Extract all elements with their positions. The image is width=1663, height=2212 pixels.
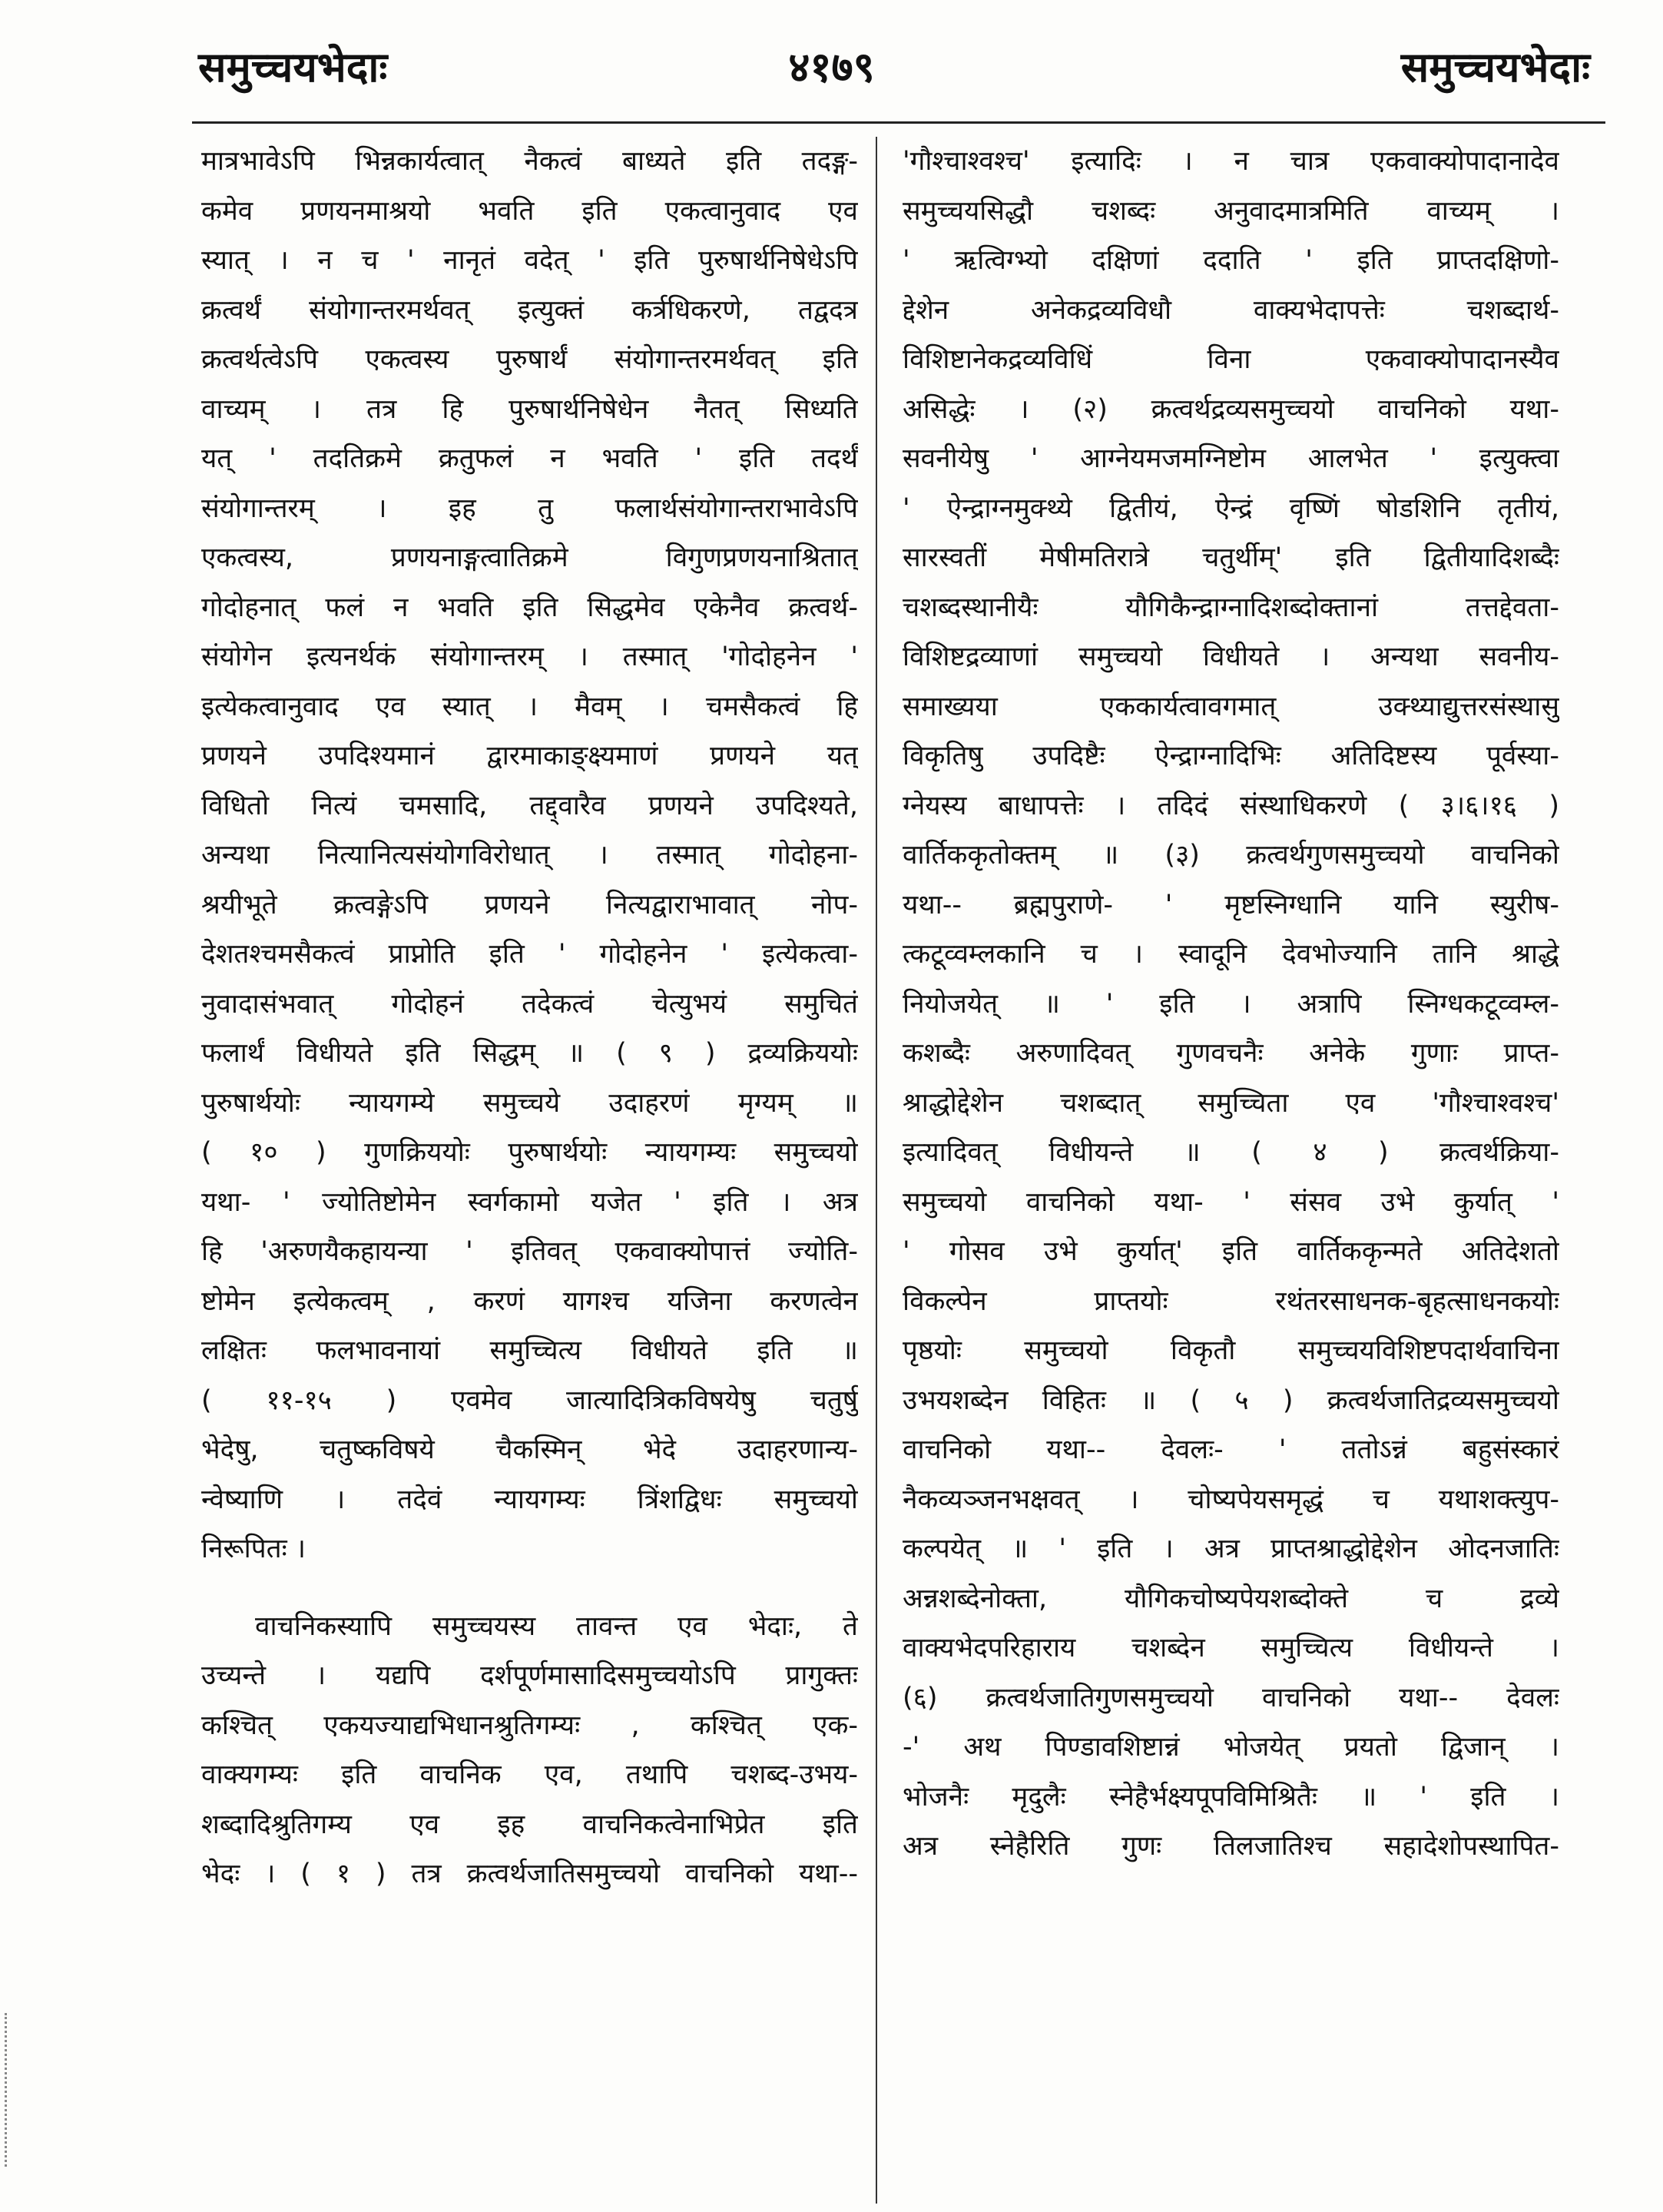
page-number: ४१७९ bbox=[788, 43, 875, 91]
text-line: देशतश्चमसैकत्वं प्राप्नोति इति ' गोदोहनेन ' इत्येकत्वा- bbox=[201, 939, 858, 970]
text-line: विकल्पेन प्राप्तयोः रथंतरसाधनक-बृहत्साधनकयोः bbox=[903, 1285, 1559, 1317]
text-line: अन्नशब्देनोक्ता, यौगिकचोष्यपेयशब्दोक्ते च द्रव्ये bbox=[903, 1583, 1559, 1614]
text-line: संयोगान्तरम् । इह तु फलार्थसंयोगान्तराभावेऽपि bbox=[201, 492, 858, 524]
text-line: कश्चित् एकयज्याद्यभिधानश्रुतिगम्यः , कश्चित् एक- bbox=[201, 1710, 858, 1741]
text-line: स्यात् । न च ' नानृतं वदेत् ' इति पुरुषार्थनिषेधेऽपि bbox=[201, 245, 858, 276]
text-line: द्देशेन अनेकद्रव्यविधौ वाक्यभेदापत्तेः चशब्दार्थ- bbox=[903, 294, 1559, 326]
text-line: वाचनिकस्यापि समुच्चयस्य तावन्त एव भेदाः, ते bbox=[255, 1610, 858, 1642]
text-line: वार्तिककृतोक्तम् ॥ (३) क्रत्वर्थगुणसमुच्चयो वाचनिको bbox=[903, 840, 1559, 871]
text-line: ग्नेयस्य बाधापत्तेः । तदिदं संस्थाधिकरणे ( ३।६।१६ ) bbox=[903, 790, 1559, 821]
text-line: ' ऐन्द्राग्नमुक्थ्ये द्वितीयं, ऐन्द्रं वृष्णिं षोडशिनि तृतीयं, bbox=[903, 492, 1559, 524]
text-line: ( १० ) गुणक्रिययोः पुरुषार्थयोः न्यायगम्यः समुच्चयो bbox=[201, 1137, 858, 1168]
text-line: अत्र स्नेहैरिति गुणः तिलजातिश्च सहादेशोपस्थापित- bbox=[903, 1831, 1559, 1862]
text-line: कमेव प्रणयनमाश्रयो भवति इति एकत्वानुवाद एव bbox=[201, 195, 858, 227]
text-line: लक्षितः फलभावनायां समुच्चित्य विधीयते इति ॥ bbox=[201, 1335, 858, 1366]
right-column bbox=[903, 137, 1559, 2204]
text-line: ष्टोमेन इत्येकत्वम् , करणं यागश्च यजिना करणत्वेन bbox=[201, 1285, 858, 1317]
text-line: ' ऋत्विग्भ्यो दक्षिणां ददाति ' इति प्राप्तदक्षिणो- bbox=[903, 245, 1559, 276]
text-line: श्राद्धोद्देशेन चशब्दात् समुच्चिता एव 'गौश्चाश्वश्च' bbox=[903, 1087, 1559, 1119]
text-line: -' अथ पिण्डावशिष्टान्नं भोजयेत् प्रयतो द्विजान् । bbox=[903, 1732, 1559, 1763]
text-line: विशिष्टद्रव्याणां समुच्चयो विधीयते । अन्यथा सवनीय- bbox=[903, 642, 1559, 672]
text-line: यत् ' तदतिक्रमे क्रतुफलं न भवति ' इति तदर्थं bbox=[201, 443, 858, 474]
text-line: (६) क्रत्वर्थजातिगुणसमुच्चयो वाचनिको यथा-- देवलः bbox=[903, 1682, 1559, 1713]
text-line: पृष्ठयोः समुच्चयो विकृतौ समुच्चयविशिष्टपदार्थवाचिना bbox=[903, 1335, 1559, 1366]
text-line: नुवादासंभवात् गोदोहनं तदेकत्वं चेत्युभयं समुचितं bbox=[201, 988, 858, 1020]
text-line: त्कटूव्वम्लकानि च । स्वादूनि देवभोज्यानि तानि श्राद्धे bbox=[903, 939, 1559, 970]
header-rule bbox=[192, 121, 1605, 124]
text-line: क्रत्वर्थं संयोगान्तरमर्थवत् इत्युक्तं कर्त्रधिकरणे, तद्वदत्र bbox=[201, 294, 858, 326]
text-line: मात्रभावेऽपि भिन्नकार्यत्वात् नैकत्वं बाध्यते इति तदङ्ग- bbox=[201, 146, 858, 177]
text-line: समुच्चयसिद्धौ चशब्दः अनुवादमात्रमिति वाच्यम् । bbox=[903, 195, 1559, 227]
text-line: विकृतिषु उपदिष्टैः ऐन्द्राग्नादिभिः अतिदिष्टस्य पूर्वस्या- bbox=[903, 741, 1559, 771]
text-line: सवनीयेषु ' आग्नेयमजमग्निष्टोम आलभेत ' इत्युक्त्वा bbox=[903, 443, 1559, 474]
text-line: ' गोसव उभे कुर्यात्' इति वार्तिककृन्मते अतिदेशतो bbox=[903, 1236, 1559, 1267]
text-line: क्रत्वर्थत्वेऽपि एकत्वस्य पुरुषार्थं संयोगान्तरमर्थवत् इति bbox=[201, 344, 858, 375]
text-line: उभयशब्देन विहितः ॥ ( ५ ) क्रत्वर्थजातिद्रव्यसमुच्चयो bbox=[903, 1385, 1559, 1416]
running-head-right: समुच्चयभेदाः bbox=[1400, 43, 1590, 91]
text-line: कल्पयेत् ॥ ' इति । अत्र प्राप्तश्राद्धोद्देशेन ओदनजातिः bbox=[903, 1534, 1559, 1564]
text-line: वाक्यगम्यः इति वाचनिक एव, तथापि चशब्द-उभय- bbox=[201, 1759, 858, 1790]
text-line: सारस्वतीं मेषीमतिरात्रे चतुर्थीम्' इति द्वितीयादिशब्दैः bbox=[903, 542, 1559, 573]
text-line: गोदोहनात् फलं न भवति इति सिद्धमेव एकेनैव क्रत्वर्थ- bbox=[201, 592, 858, 623]
text-line: नियोजयेत् ॥ ' इति । अत्रापि स्निग्धकटूव्वम्ल- bbox=[903, 988, 1559, 1020]
text-line: निरूपितः । bbox=[201, 1534, 306, 1564]
text-line: संयोगेन इत्यनर्थकं संयोगान्तरम् । तस्मात् 'गोदोहनेन ' bbox=[201, 642, 858, 672]
text-line: यथा-- ब्रह्मपुराणे- ' मृष्टस्निग्धानि यानि स्युरीष- bbox=[903, 889, 1559, 920]
text-line: नैकव्यञ्जनभक्षवत् । चोष्यपेयसमृद्धं च यथाशक्त्युप- bbox=[903, 1484, 1559, 1515]
text-line: हि 'अरुणयैकहायन्या ' इतिवत् एकवाक्योपात्तं ज्योति- bbox=[201, 1236, 858, 1267]
text-line: ( ११-१५ ) एवमेव जात्यादित्रिकविषयेषु चतुर्षु bbox=[201, 1385, 858, 1416]
text-line: भेदेषु, चतुष्कविषये चैकस्मिन् भेदे उदाहरणान्य- bbox=[201, 1434, 858, 1465]
column-divider bbox=[876, 137, 877, 2204]
page-header bbox=[0, 0, 1663, 115]
text-line: फलार्थं विधीयते इति सिद्धम् ॥ ( ९ ) द्रव्यक्रिययोः bbox=[201, 1038, 858, 1069]
text-line: चशब्दस्थानीयैः यौगिकैन्द्राग्नादिशब्दोक्तानां तत्तद्देवता- bbox=[903, 592, 1559, 623]
text-line: भेदः । ( १ ) तत्र क्रत्वर्थजातिसमुच्चयो वाचनिको यथा-- bbox=[201, 1859, 858, 1889]
text-line: पुरुषार्थयोः न्यायगम्ये समुच्चये उदाहरणं मृग्यम् ॥ bbox=[201, 1087, 858, 1119]
text-line: 'गौश्चाश्वश्च' इत्यादिः । न चात्र एकवाक्योपादानादेव bbox=[903, 146, 1559, 177]
running-head-left: समुच्चयभेदाः bbox=[198, 43, 388, 91]
scan-edge-mark bbox=[5, 2013, 9, 2167]
text-line: वाक्यभेदपरिहाराय चशब्देन समुच्चित्य विधीयन्ते । bbox=[903, 1633, 1559, 1663]
paragraph-gap bbox=[201, 1574, 858, 1602]
text-line: कशब्दैः अरुणादिवत् गुणवचनैः अनेके गुणाः प्राप्त- bbox=[903, 1038, 1559, 1069]
text-line: अन्यथा नित्यानित्यसंयोगविरोधात् । तस्मात् गोदोहना- bbox=[201, 840, 858, 871]
text-line: समुच्चयो वाचनिको यथा- ' संसव उभे कुर्यात् ' bbox=[903, 1186, 1559, 1218]
text-line: इत्येकत्वानुवाद एव स्यात् । मैवम् । चमसैकत्वं हि bbox=[201, 691, 858, 722]
text-line: वाचनिको यथा-- देवलः- ' ततोऽन्नं बहुसंस्कारं bbox=[903, 1434, 1559, 1465]
text-line: इत्यादिवत् विधीयन्ते ॥ ( ४ ) क्रत्वर्थक्रिया- bbox=[903, 1137, 1559, 1168]
text-line: भोजनैः मृदुलैः स्नेहैर्भक्ष्यपूपविमिश्रितैः ॥ ' इति । bbox=[903, 1781, 1559, 1812]
text-line: प्रणयने उपदिश्यमानं द्वारमाकाङ्क्ष्यमाणं प्रणयने यत् bbox=[201, 741, 858, 771]
text-line: समाख्यया एककार्यत्वावगमात् उक्थ्याद्युत्तरसंस्थासु bbox=[903, 691, 1559, 722]
text-line: उच्यन्ते । यद्यपि दर्शपूर्णमासादिसमुच्चयोऽपि प्रागुक्तः bbox=[201, 1660, 858, 1691]
text-line: वाच्यम् । तत्र हि पुरुषार्थनिषेधेन नैतत् सिध्यति bbox=[201, 393, 858, 425]
text-line: न्वेष्याणि । तदेवं न्यायगम्यः त्रिंशद्विधः समुच्चयो bbox=[201, 1484, 858, 1515]
text-line: शब्दादिश्रुतिगम्य एव इह वाचनिकत्वेनाभिप्रेत इति bbox=[201, 1809, 858, 1840]
text-line: विशिष्टानेकद्रव्यविधिं विना एकवाक्योपादानस्यैव bbox=[903, 344, 1559, 375]
text-line: एकत्वस्य, प्रणयनाङ्गत्वातिक्रमे विगुणप्रणयनाश्रितात् bbox=[201, 542, 858, 573]
text-line: श्रयीभूते क्रत्वङ्गेऽपि प्रणयने नित्यद्वाराभावात् नोप- bbox=[201, 889, 858, 920]
left-column bbox=[201, 137, 858, 2204]
text-line: विधितो नित्यं चमसादि, तद्द्वारैव प्रणयने उपदिश्यते, bbox=[201, 790, 858, 821]
text-line: असिद्धेः । (२) क्रत्वर्थद्रव्यसमुच्चयो वाचनिको यथा- bbox=[903, 393, 1559, 425]
text-line: यथा- ' ज्योतिष्टोमेन स्वर्गकामो यजेत ' इति । अत्र bbox=[201, 1186, 858, 1218]
